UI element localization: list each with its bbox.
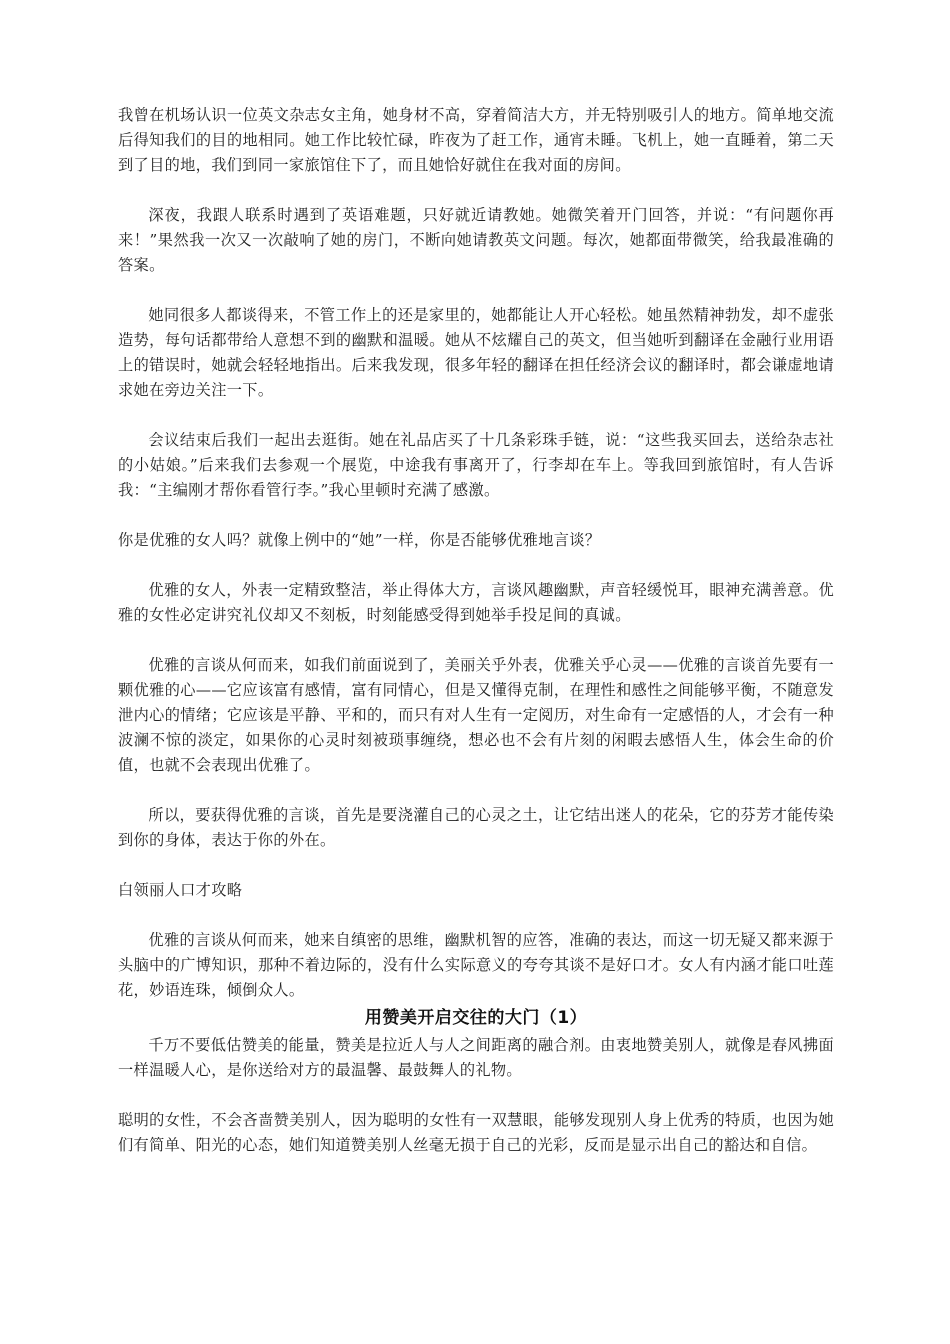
paragraph-5-question: 你是优雅的女人吗？就像上例中的“她”一样，你是否能够优雅地言谈？ [118, 531, 601, 549]
section-paragraph-1: 千万不要低估赞美的能量，赞美是拉近人与人之间距离的融合剂。由衷地赞美别人，就像是春风拂面一样温暖人心，是你送给对方的最温馨、最鼓舞人的礼物。 [118, 1036, 834, 1079]
paragraph-1: 我曾在机场认识一位英文杂志女主角，她身材不高，穿着简洁大方，并无特别吸引人的地方。简单地交流后得知我们的目的地相同。她工作比较忙碌，昨夜为了赶工作，通宵未睡。飞机上，她一直睡着，第二天到了目的地，我们到同一家旅馆住下了，而且她恰好就住在我对面的房间。 [118, 106, 834, 174]
paragraph-7: 优雅的言谈从何而来，如我们前面说到了，美丽关乎外表，优雅关乎心灵——优雅的言谈首先要有一颗优雅的心——它应该富有感情，富有同情心，但是又懂得克制，在理性和感性之间能够平衡，不随意发泄内心的情绪；它应该是平静、平和的，而只有对人生有一定阅历，对生命有一定感悟的人，才会有一种波澜不惊的淡定，如果你的心灵时刻被琐事缠绕，想必也不会有片刻的闲暇去感悟人生，体会生命的价值，也就不会表现出优雅了。 [118, 656, 834, 774]
section-heading: 用赞美开启交往的大门（1） [364, 1008, 588, 1028]
paragraph-8: 所以，要获得优雅的言谈，首先是要浇灌自己的心灵之土，让它结出迷人的花朵，它的芬芳才能传染到你的身体，表达于你的外在。 [118, 806, 834, 849]
paragraph-6: 优雅的女人，外表一定精致整洁，举止得体大方，言谈风趣幽默，声音轻缓悦耳，眼神充满善意。优雅的女性必定讲究礼仪却又不刻板，时刻能感受得到她举手投足间的真诚。 [118, 581, 834, 624]
subheading-white-collar: 白领丽人口才攻略 [118, 881, 243, 899]
section-paragraph-2: 聪明的女性，不会吝啬赞美别人，因为聪明的女性有一双慧眼，能够发现别人身上优秀的特质，也因为她们有简单、阳光的心态，她们知道赞美别人丝毫无损于自己的光彩，反而是显示出自己的豁达和自信。 [118, 1111, 834, 1154]
document-page [118, 103, 834, 1158]
paragraph-2: 深夜，我跟人联系时遇到了英语难题，只好就近请教她。她微笑着开门回答，并说：“有问题你再来！”果然我一次又一次敲响了她的房门，不断向她请教英文问题。每次，她都面带微笑，给我最准确的答案。 [118, 206, 834, 274]
paragraph-3: 她同很多人都谈得来，不管工作上的还是家里的，她都能让人开心轻松。她虽然精神勃发，却不虚张造势，每句话都带给人意想不到的幽默和温暖。她从不炫耀自己的英文，但当她听到翻译在金融行业用语上的错误时，她就会轻轻地指出。后来我发现，很多年轻的翻译在担任经济会议的翻译时，都会谦虚地请求她在旁边关注一下。 [118, 306, 834, 399]
paragraph-4: 会议结束后我们一起出去逛街。她在礼品店买了十几条彩珠手链，说：“这些我买回去，送给杂志社的小姑娘。”后来我们去参观一个展览，中途我有事离开了，行李却在车上。等我回到旅馆时，有人告诉我：“主编刚才帮你看管行李。”我心里顿时充满了感激。 [118, 431, 834, 499]
paragraph-10: 优雅的言谈从何而来，她来自缜密的思维，幽默机智的应答，准确的表达，而这一切无疑又都来源于头脑中的广博知识，那种不着边际的，没有什么实际意义的夸夸其谈不是好口才。女人有内涵才能口吐莲花，妙语连珠，倾倒众人。 [118, 931, 834, 999]
